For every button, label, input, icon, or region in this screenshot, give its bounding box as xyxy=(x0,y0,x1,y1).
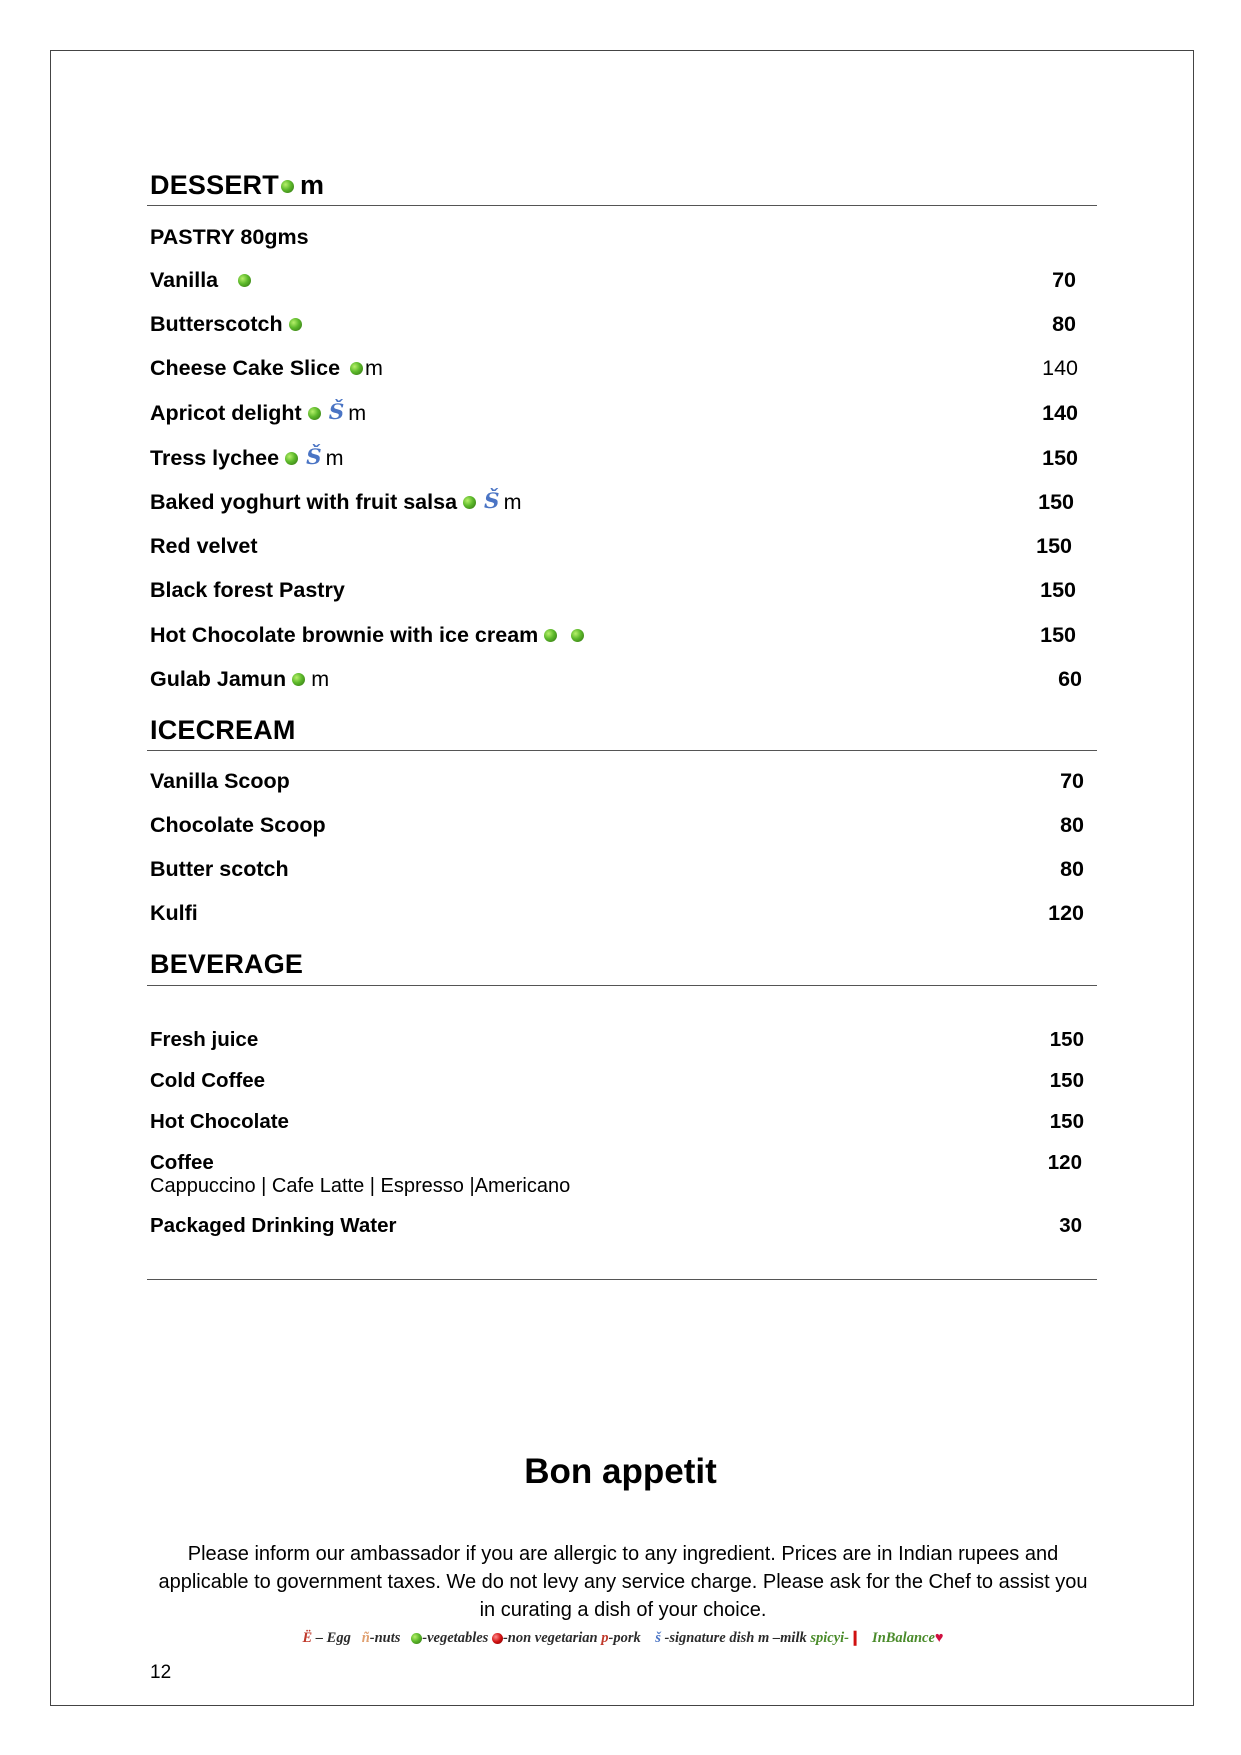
pastry-subheading: PASTRY 80gms xyxy=(150,225,309,249)
menu-item-apricot-delight: Apricot delight Š m 140 xyxy=(150,398,1090,428)
beverage-title: BEVERAGE xyxy=(150,949,304,979)
footer-divider xyxy=(147,1279,1097,1280)
veg-icon xyxy=(571,629,584,642)
page-number: 12 xyxy=(150,1662,172,1683)
veg-icon xyxy=(289,318,302,331)
menu-item-butterscotch: Butterscotch 80 xyxy=(150,312,1076,336)
nuts-symbol: ñ xyxy=(361,1630,370,1646)
chili-icon: ❙ xyxy=(849,1630,862,1646)
veg-icon xyxy=(463,496,476,509)
veg-icon xyxy=(544,629,557,642)
dessert-title: DESSERT m xyxy=(150,170,325,200)
signature-icon: Š xyxy=(306,445,322,470)
signature-symbol: š xyxy=(655,1630,661,1646)
nonveg-icon xyxy=(492,1633,503,1644)
legend-signature: -signature dish xyxy=(664,1630,755,1646)
menu-item-black-forest: Black forest Pastry 150 xyxy=(150,578,1076,602)
beverage-divider xyxy=(147,985,1097,986)
signature-icon: Š xyxy=(484,489,500,514)
pork-symbol: p xyxy=(601,1630,609,1646)
legend-milk: m –milk xyxy=(757,1630,807,1646)
menu-item-cold-coffee: Cold Coffee 150 xyxy=(150,1069,1084,1092)
menu-item-fresh-juice: Fresh juice 150 xyxy=(150,1028,1084,1051)
menu-item-vanilla-scoop: Vanilla Scoop 70 xyxy=(150,769,1084,793)
icecream-divider xyxy=(147,750,1097,751)
veg-icon xyxy=(411,1633,422,1644)
menu-item-hot-chocolate-brownie: Hot Chocolate brownie with ice cream 150 xyxy=(150,623,1076,647)
menu-item-gulab-jamun: Gulab Jamun m 60 xyxy=(150,667,1082,691)
coffee-variants: Cappuccino | Cafe Latte | Espresso |Americano xyxy=(150,1175,571,1197)
menu-item-hot-chocolate: Hot Chocolate 150 xyxy=(150,1110,1084,1133)
signature-icon: Š xyxy=(328,400,345,425)
menu-item-packaged-water: Packaged Drinking Water 30 xyxy=(150,1214,1082,1237)
menu-item-coffee: Coffee 120 xyxy=(150,1151,1082,1174)
veg-icon xyxy=(285,452,298,465)
veg-icon xyxy=(292,673,305,686)
legend-egg: – Egg xyxy=(315,1630,351,1646)
menu-item-butter-scotch: Butter scotch 80 xyxy=(150,857,1084,881)
allergy-note: Please inform our ambassador if you are allergic to any ingredient. Prices are in Indian rupees and applicable to government taxes. We do not levy any service charge. Please ask for the Chef to assist you in curating a dish of your choice. xyxy=(158,1543,1088,1621)
legend-nuts: -nuts xyxy=(369,1630,401,1646)
legend-nonveg: -non vegetarian xyxy=(502,1630,598,1646)
veg-icon xyxy=(350,362,363,375)
veg-icon xyxy=(308,407,321,420)
icecream-title: ICECREAM xyxy=(150,715,296,745)
menu-item-vanilla: Vanilla 70 xyxy=(150,268,1076,292)
egg-symbol: Ë xyxy=(302,1630,313,1646)
heart-icon: ♥ xyxy=(934,1630,944,1646)
legend-pork: -pork xyxy=(608,1630,641,1646)
dessert-divider xyxy=(147,205,1097,206)
veg-icon xyxy=(281,180,294,193)
dietary-legend xyxy=(150,1630,1096,1647)
menu-item-tress-lychee: Tress lychee Š m 150 xyxy=(150,443,1090,473)
veg-icon xyxy=(238,274,251,287)
menu-item-baked-yoghurt: Baked yoghurt with fruit salsa Š m 150 xyxy=(150,487,1090,517)
closing-title: Bon appetit xyxy=(524,1452,717,1491)
legend-spicy: spicyi- xyxy=(810,1630,850,1646)
menu-item-cheese-cake: Cheese Cake Slice m 140 xyxy=(150,356,1078,380)
legend-veg: -vegetables xyxy=(422,1630,489,1646)
menu-item-chocolate-scoop: Chocolate Scoop 80 xyxy=(150,813,1084,837)
legend-inbalance: InBalance xyxy=(872,1630,935,1646)
menu-item-red-velvet: Red velvet 150 xyxy=(150,534,1072,558)
menu-item-kulfi: Kulfi 120 xyxy=(150,901,1084,925)
